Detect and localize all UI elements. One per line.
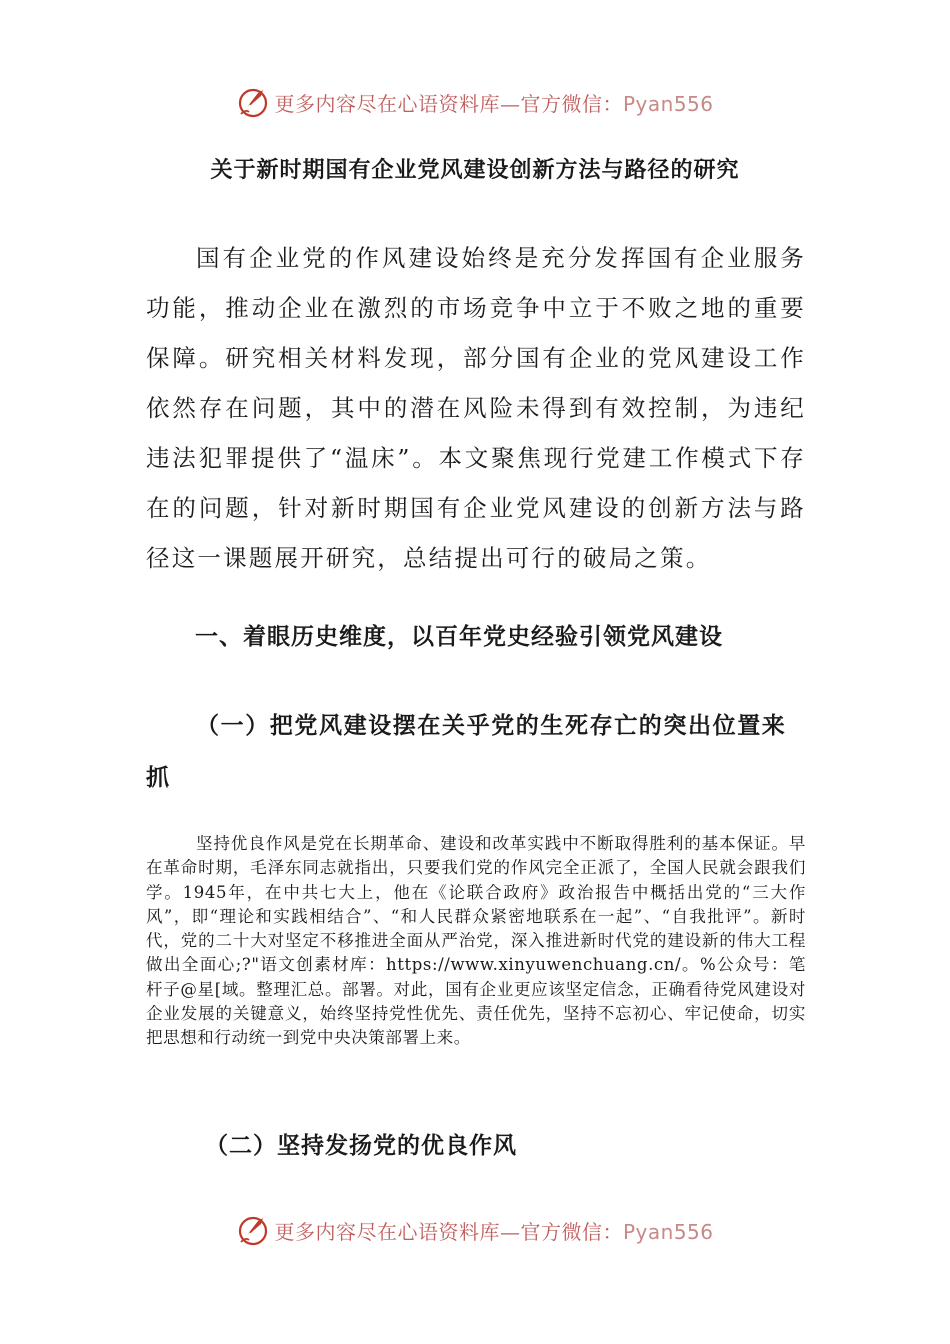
- header-banner-label: 更多内容尽在心语资料库—官方微信：: [274, 91, 623, 116]
- quill-pen-logo-icon: [236, 1213, 270, 1247]
- footer-watermark-banner: [0, 1210, 950, 1250]
- subsection-2-heading: （二）坚持发扬党的优良作风: [205, 1132, 517, 1159]
- intro-paragraph: 国有企业党的作风建设始终是充分发挥国有企业服务功能，推动企业在激烈的市场竞争中立于不败之地的重要保障。研究相关材料发现，部分国有企业的党风建设工作依然存在问题，其中的潜在风险未得到有效控制，为违纪违法犯罪提供了“温床”。本文聚焦现行党建工作模式下存在的问题，针对新时期国有企业党风建设的创新方法与路径这一课题展开研究，总结提出可行的破局之策。: [146, 244, 806, 572]
- quill-pen-logo-icon: [236, 85, 270, 119]
- header-banner-handle: Pyan556: [622, 91, 714, 116]
- document-title: 关于新时期国有企业党风建设创新方法与路径的研究: [210, 157, 740, 183]
- header-banner-text: [274, 88, 713, 117]
- subsection-1-heading: （一）把党风建设摆在关乎党的生死存亡的突出位置来抓: [146, 712, 787, 791]
- footer-banner-text: [274, 1216, 713, 1245]
- footer-banner-label: 更多内容尽在心语资料库—官方微信：: [274, 1219, 623, 1244]
- section-1-heading: 一、着眼历史维度，以百年党史经验引领党风建设: [195, 623, 723, 650]
- footer-banner-handle: Pyan556: [622, 1219, 714, 1244]
- subsection-1-body: 坚持优良作风是党在长期革命、建设和改革实践中不断取得胜利的基本保证。早在革命时期，毛泽东同志就指出，只要我们党的作风完全正派了，全国人民就会跟我们学。1945年，在中共七大上，他在《论联合政府》政治报告中概括出党的“三大作风”，即“理论和实践相结合”、“和人民群众紧密地联系在一起”、“自我批评”。新时代，党的二十大对坚定不移推进全面从严治党，深入推进新时代党的建设新的伟大工程做出全面心;?"语文创素材库：https://www.xinyuwenchuang.cn/。%公众号：笔杆子@星[域。整理汇总。部署。对此，国有企业更应该坚定信念，正确看待党风建设对企业发展的关键意义，始终坚持党性优先、责任优先，坚持不忘初心、牢记使命，切实把思想和行动统一到党中央决策部署上来。: [146, 834, 806, 1048]
- header-watermark-banner: [0, 82, 950, 122]
